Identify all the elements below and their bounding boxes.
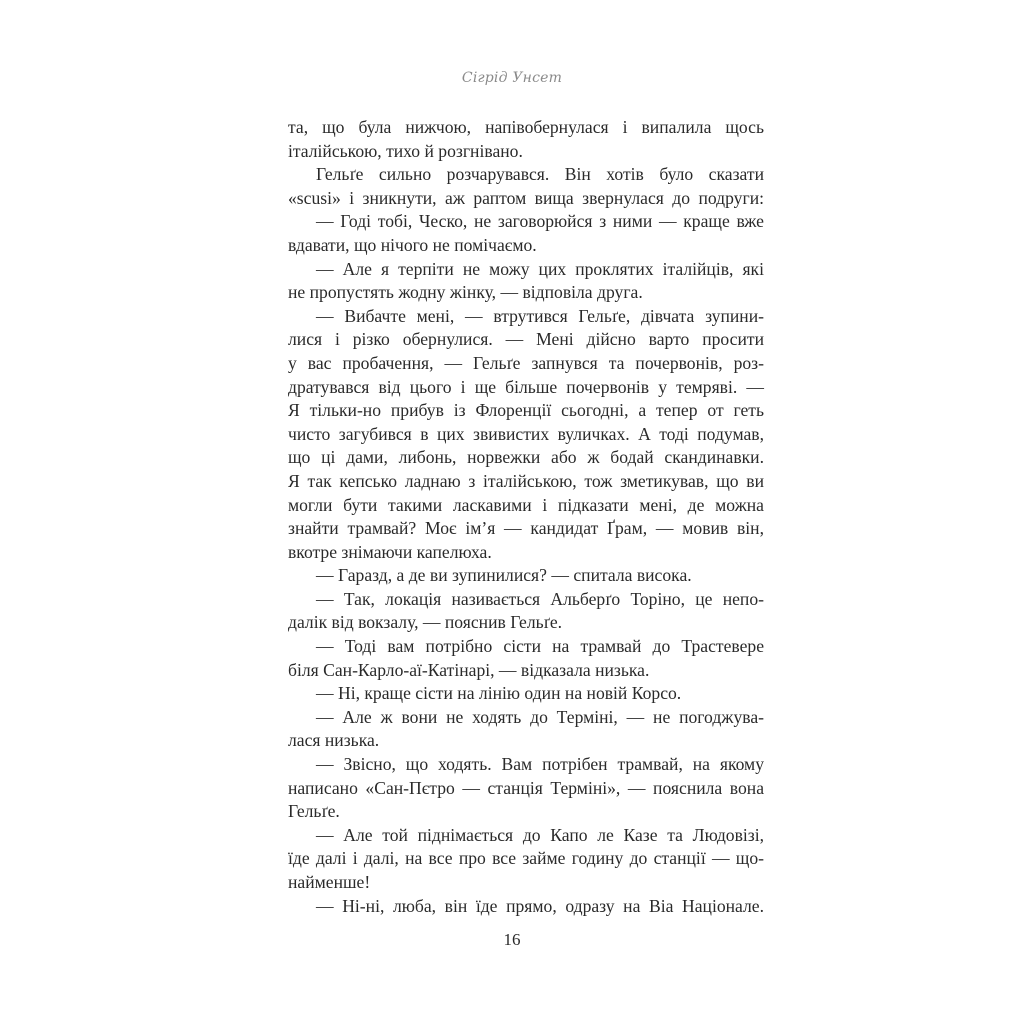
text-line: — Ні-ні, люба, він їде прямо, одразу на Віа Націонале.: [316, 895, 764, 916]
body-text: [288, 116, 764, 918]
text-line: Я тільки-но прибув із Флоренції сьогодні, а тепер от геть: [288, 400, 764, 421]
text-line: італійською, тихо й розгнівано.: [288, 140, 523, 161]
running-head-author: Сігрід Унсет: [461, 70, 563, 86]
text-line: у вас пробачення, — Гельґе запнувся та почервонів, роз-: [288, 352, 764, 373]
text-line: лися і різко обернулися. — Мені дійсно варто просити: [288, 329, 764, 350]
text-line: дратувався від цього і ще більше почервонів у темряві. —: [288, 376, 764, 397]
text-line: Гельґе.: [288, 801, 340, 822]
text-line: та, що була нижчою, напівобернулася і випалила щось: [288, 117, 764, 137]
text-line: написано «Сан-Пєтро — станція Терміні», — пояснила вона: [288, 777, 764, 798]
text-line: вкотре знімаючи капелюха.: [288, 541, 492, 562]
text-line: «scusi» і зникнути, аж раптом вища звернулася до подруги:: [288, 187, 764, 208]
text-line: — Тоді вам потрібно сісти на трамвай до Трастевере: [316, 636, 764, 657]
text-line: — Звісно, що ходять. Вам потрібен трамвай, на якому: [316, 754, 764, 775]
text-line: далік від вокзалу, — пояснив Гельґе.: [288, 612, 563, 633]
text-line: — Вибачте мені, — втрутився Гельґе, дівчата зупини-: [316, 305, 764, 326]
text-line: — Але той піднімається до Капо ле Казе та Людовізі,: [316, 824, 764, 845]
text-line: — Годі тобі, Ческо, не заговорюйся з ними — краще вже: [316, 211, 764, 232]
text-line: — Гаразд, а де ви зупинилися? — спитала висока.: [316, 565, 692, 586]
text-line: вдавати, що нічого не помічаємо.: [288, 234, 537, 255]
text-line: Я так кепсько ладнаю з італійською, тож зметикував, що ви: [288, 470, 764, 491]
text-line: найменше!: [288, 872, 371, 892]
text-line: не пропустять жодну жінку, — відповіла друга.: [288, 282, 643, 303]
text-line: біля Сан-Карло-аї-Катінарі, — відказала низька.: [288, 659, 650, 680]
text-line: знайти трамвай? Моє ім’я — кандидат Ґрам, — мовив він,: [288, 518, 764, 539]
text-line: їде далі і далі, на все про все займе годину до станції — що-: [288, 848, 764, 869]
text-line: чисто загубився в цих звивистих вуличках. А тоді подумав,: [288, 423, 764, 444]
text-line: — Ні, краще сісти на лінію один на новій Корсо.: [316, 683, 682, 704]
text-line: лася низька.: [288, 730, 380, 751]
page-number: 16: [503, 930, 521, 949]
text-line: що ці дами, либонь, норвежки або ж бодай скандинавки.: [288, 447, 764, 468]
text-line: — Але ж вони не ходять до Терміні, — не погоджува-: [316, 706, 764, 727]
text-line: — Так, локація називається Альберґо Торіно, це непо-: [316, 588, 764, 609]
text-line: Гельґе сильно розчарувався. Він хотів було сказати: [316, 164, 764, 185]
text-line: могли бути такими ласкавими і підказати мені, де можна: [288, 494, 764, 515]
text-line: — Але я терпіти не можу цих проклятих італійців, які: [316, 258, 764, 279]
